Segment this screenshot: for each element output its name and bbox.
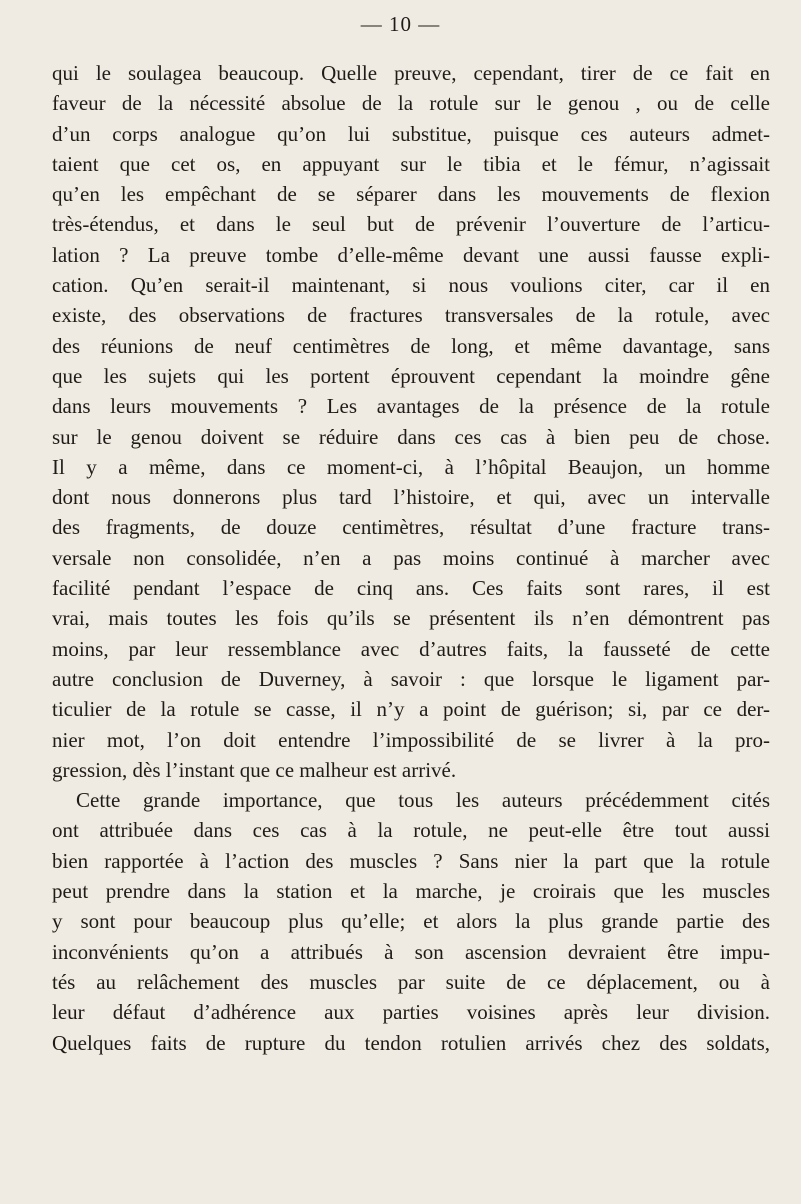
paragraph: [52, 58, 770, 785]
text-line: existe, des observations de fractures transversales de la rotule, avec: [52, 303, 770, 328]
text-line: des réunions de neuf centimètres de long, et même davantage, sans: [52, 333, 770, 358]
page-number-header: — 10 —: [360, 12, 441, 36]
text-line: inconvénients qu’on a attribués à son ascension devraient être impu-: [52, 939, 770, 964]
text-line: vrai, mais toutes les fois qu’ils se présentent ils n’en démontrent pas: [52, 606, 770, 631]
text-line: faveur de la nécessité absolue de la rotule sur le genou , ou de celle: [52, 91, 770, 116]
text-line: dans leurs mouvements ? Les avantages de la présence de la rotule: [52, 394, 770, 419]
paragraph: [52, 785, 770, 1058]
text-line: gression, dès l’instant que ce malheur est arrivé.: [52, 757, 457, 782]
text-line: facilité pendant l’espace de cinq ans. Ces faits sont rares, il est: [52, 576, 770, 601]
text-line: qu’en les empêchant de se séparer dans les mouvements de flexion: [52, 182, 770, 207]
text-line: d’un corps analogue qu’on lui substitue, puisque ces auteurs admet-: [52, 121, 770, 146]
text-line: taient que cet os, en appuyant sur le tibia et le fémur, n’agissait: [52, 151, 770, 176]
text-line: nier mot, l’on doit entendre l’impossibilité de se livrer à la pro-: [52, 727, 770, 752]
text-line: que les sujets qui les portent éprouvent cependant la moindre gêne: [52, 363, 770, 388]
text-line: très-étendus, et dans le seul but de prévenir l’ouverture de l’articu-: [52, 212, 770, 237]
text-line: qui le soulagea beaucoup. Quelle preuve, cependant, tirer de ce fait en: [52, 61, 770, 85]
text-line: lation ? La preuve tombe d’elle-même devant une aussi fausse expli-: [52, 242, 770, 267]
text-line: ticulier de la rotule se casse, il n’y a point de guérison; si, par ce der-: [52, 697, 770, 722]
text-line: peut prendre dans la station et la marche, je croirais que les muscles: [52, 879, 770, 904]
text-line: autre conclusion de Duverney, à savoir : que lorsque le ligament par-: [52, 666, 770, 691]
text-line: Cette grande importance, que tous les auteurs précédemment cités: [76, 788, 770, 813]
text-line: des fragments, de douze centimètres, résultat d’une fracture trans-: [52, 515, 770, 540]
text-line: bien rapportée à l’action des muscles ? Sans nier la part que la rotule: [52, 848, 770, 873]
text-line: Il y a même, dans ce moment-ci, à l’hôpital Beaujon, un homme: [52, 454, 770, 479]
text-line: cation. Qu’en serait-il maintenant, si nous voulions citer, car il en: [52, 273, 770, 298]
body-text: [52, 58, 770, 1058]
text-line: dont nous donnerons plus tard l’histoire, et qui, avec un intervalle: [52, 485, 770, 510]
text-line: ont attribuée dans ces cas à la rotule, ne peut-elle être tout aussi: [52, 818, 770, 843]
text-line: leur défaut d’adhérence aux parties voisines après leur division.: [52, 1000, 770, 1025]
text-line: y sont pour beaucoup plus qu’elle; et alors la plus grande partie des: [52, 909, 770, 934]
text-line: versale non consolidée, n’en a pas moins continué à marcher avec: [52, 545, 770, 570]
text-line: Quelques faits de rupture du tendon rotulien arrivés chez des soldats,: [52, 1030, 770, 1055]
text-line: moins, par leur ressemblance avec d’autres faits, la fausseté de cette: [52, 636, 770, 661]
text-line: sur le genou doivent se réduire dans ces cas à bien peu de chose.: [52, 424, 770, 449]
text-line: tés au relâchement des muscles par suite de ce déplacement, ou à: [52, 969, 770, 994]
